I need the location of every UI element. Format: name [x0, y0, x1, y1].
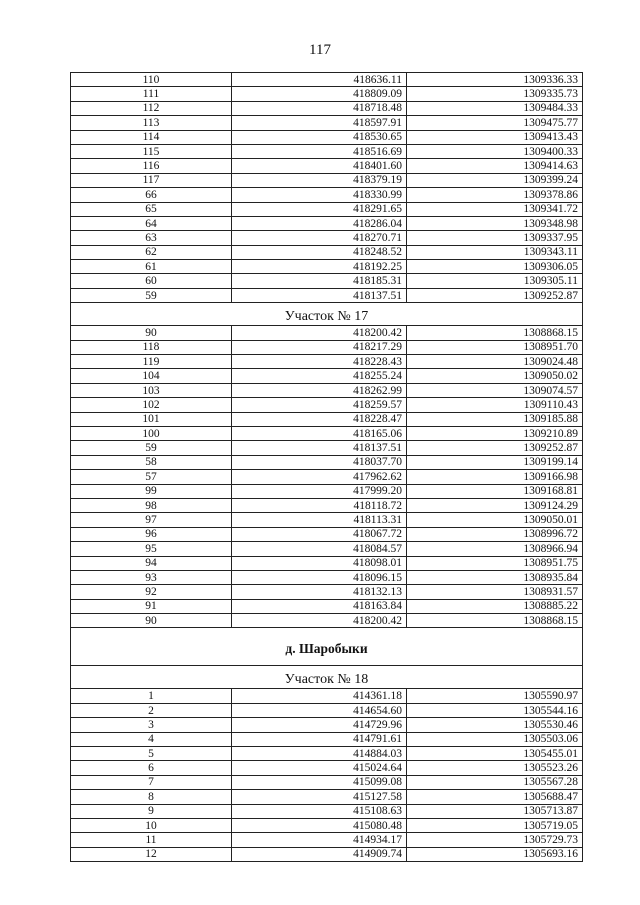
y-coordinate-cell: 1308885.22: [407, 599, 583, 613]
table-row: [71, 383, 583, 397]
y-coordinate-cell: 1308951.70: [407, 340, 583, 354]
point-number-cell: 104: [71, 369, 232, 383]
section-title: Участок № 17: [71, 303, 583, 326]
point-number-cell: 114: [71, 130, 232, 144]
point-number-cell: 4: [71, 732, 232, 746]
y-coordinate-cell: 1308951.75: [407, 556, 583, 570]
x-coordinate-cell: 418248.52: [232, 245, 407, 259]
table-row: [71, 542, 583, 556]
table-row: [71, 260, 583, 274]
x-coordinate-cell: 418401.60: [232, 159, 407, 173]
x-coordinate-cell: 418809.09: [232, 87, 407, 101]
y-coordinate-cell: 1309305.11: [407, 274, 583, 288]
x-coordinate-cell: 418037.70: [232, 455, 407, 469]
x-coordinate-cell: 418228.43: [232, 355, 407, 369]
x-coordinate-cell: 414729.96: [232, 718, 407, 732]
y-coordinate-cell: 1308931.57: [407, 585, 583, 599]
y-coordinate-cell: 1305688.47: [407, 790, 583, 804]
x-coordinate-cell: 418530.65: [232, 130, 407, 144]
y-coordinate-cell: 1309050.01: [407, 513, 583, 527]
table-row: [71, 614, 583, 628]
table-row: [71, 216, 583, 230]
x-coordinate-cell: 418262.99: [232, 383, 407, 397]
table-row: [71, 355, 583, 369]
x-coordinate-cell: 414791.61: [232, 732, 407, 746]
x-coordinate-cell: 418132.13: [232, 585, 407, 599]
locality-title: д. Шаробыки: [71, 628, 583, 666]
point-number-cell: 8: [71, 790, 232, 804]
table-row: [71, 732, 583, 746]
table-row: [71, 116, 583, 130]
x-coordinate-cell: 418098.01: [232, 556, 407, 570]
x-coordinate-cell: 414934.17: [232, 833, 407, 847]
y-coordinate-cell: 1305729.73: [407, 833, 583, 847]
y-coordinate-cell: 1309168.81: [407, 484, 583, 498]
y-coordinate-cell: 1308996.72: [407, 527, 583, 541]
table-row: [71, 288, 583, 302]
x-coordinate-cell: 418084.57: [232, 542, 407, 556]
point-number-cell: 2: [71, 703, 232, 717]
y-coordinate-cell: 1309185.88: [407, 412, 583, 426]
y-coordinate-cell: 1309199.14: [407, 455, 583, 469]
point-number-cell: 57: [71, 470, 232, 484]
table-row: [71, 775, 583, 789]
y-coordinate-cell: 1309110.43: [407, 398, 583, 412]
table-row: [71, 369, 583, 383]
x-coordinate-cell: 414884.03: [232, 747, 407, 761]
table-row: [71, 101, 583, 115]
y-coordinate-cell: 1305719.05: [407, 818, 583, 832]
section-title: Участок № 18: [71, 666, 583, 689]
point-number-cell: 93: [71, 570, 232, 584]
locality-row: [71, 628, 583, 666]
point-number-cell: 115: [71, 144, 232, 158]
point-number-cell: 9: [71, 804, 232, 818]
y-coordinate-cell: 1305713.87: [407, 804, 583, 818]
y-coordinate-cell: 1309335.73: [407, 87, 583, 101]
x-coordinate-cell: 418516.69: [232, 144, 407, 158]
point-number-cell: 59: [71, 288, 232, 302]
section-row: [71, 303, 583, 326]
x-coordinate-cell: 418067.72: [232, 527, 407, 541]
table-row: [71, 326, 583, 340]
point-number-cell: 65: [71, 202, 232, 216]
point-number-cell: 10: [71, 818, 232, 832]
x-coordinate-cell: 418137.51: [232, 441, 407, 455]
x-coordinate-cell: 418255.24: [232, 369, 407, 383]
x-coordinate-cell: 414909.74: [232, 847, 407, 861]
table-row: [71, 513, 583, 527]
point-number-cell: 91: [71, 599, 232, 613]
point-number-cell: 63: [71, 231, 232, 245]
point-number-cell: 100: [71, 426, 232, 440]
table-row: [71, 202, 583, 216]
x-coordinate-cell: 415108.63: [232, 804, 407, 818]
y-coordinate-cell: 1305530.46: [407, 718, 583, 732]
y-coordinate-cell: 1308868.15: [407, 326, 583, 340]
table-row: [71, 73, 583, 87]
point-number-cell: 90: [71, 614, 232, 628]
x-coordinate-cell: 418259.57: [232, 398, 407, 412]
table-row: [71, 340, 583, 354]
point-number-cell: 110: [71, 73, 232, 87]
y-coordinate-cell: 1309306.05: [407, 260, 583, 274]
point-number-cell: 96: [71, 527, 232, 541]
point-number-cell: 64: [71, 216, 232, 230]
y-coordinate-cell: 1309252.87: [407, 288, 583, 302]
table-row: [71, 847, 583, 861]
table-row: [71, 556, 583, 570]
point-number-cell: 95: [71, 542, 232, 556]
y-coordinate-cell: 1305455.01: [407, 747, 583, 761]
point-number-cell: 102: [71, 398, 232, 412]
y-coordinate-cell: 1305523.26: [407, 761, 583, 775]
y-coordinate-cell: 1309414.63: [407, 159, 583, 173]
x-coordinate-cell: 418636.11: [232, 73, 407, 87]
x-coordinate-cell: 418113.31: [232, 513, 407, 527]
coordinates-table: [70, 72, 583, 862]
coordinates-table-body: [71, 73, 583, 862]
point-number-cell: 60: [71, 274, 232, 288]
y-coordinate-cell: 1309166.98: [407, 470, 583, 484]
y-coordinate-cell: 1309024.48: [407, 355, 583, 369]
y-coordinate-cell: 1309343.11: [407, 245, 583, 259]
table-row: [71, 188, 583, 202]
point-number-cell: 119: [71, 355, 232, 369]
point-number-cell: 97: [71, 513, 232, 527]
table-row: [71, 245, 583, 259]
table-row: [71, 87, 583, 101]
table-row: [71, 761, 583, 775]
y-coordinate-cell: 1309252.87: [407, 441, 583, 455]
point-number-cell: 103: [71, 383, 232, 397]
y-coordinate-cell: 1309337.95: [407, 231, 583, 245]
x-coordinate-cell: 418200.42: [232, 326, 407, 340]
point-number-cell: 12: [71, 847, 232, 861]
point-number-cell: 66: [71, 188, 232, 202]
table-row: [71, 498, 583, 512]
table-row: [71, 527, 583, 541]
table-row: [71, 274, 583, 288]
table-row: [71, 159, 583, 173]
table-row: [71, 599, 583, 613]
x-coordinate-cell: 418118.72: [232, 498, 407, 512]
y-coordinate-cell: 1309124.29: [407, 498, 583, 512]
y-coordinate-cell: 1305544.16: [407, 703, 583, 717]
y-coordinate-cell: 1308935.84: [407, 570, 583, 584]
table-row: [71, 790, 583, 804]
point-number-cell: 1: [71, 689, 232, 703]
point-number-cell: 99: [71, 484, 232, 498]
point-number-cell: 3: [71, 718, 232, 732]
x-coordinate-cell: 418192.25: [232, 260, 407, 274]
x-coordinate-cell: 418270.71: [232, 231, 407, 245]
x-coordinate-cell: 414361.18: [232, 689, 407, 703]
point-number-cell: 116: [71, 159, 232, 173]
x-coordinate-cell: 418217.29: [232, 340, 407, 354]
y-coordinate-cell: 1309413.43: [407, 130, 583, 144]
x-coordinate-cell: 415024.64: [232, 761, 407, 775]
y-coordinate-cell: 1308966.94: [407, 542, 583, 556]
table-row: [71, 804, 583, 818]
point-number-cell: 5: [71, 747, 232, 761]
x-coordinate-cell: 418597.91: [232, 116, 407, 130]
x-coordinate-cell: 414654.60: [232, 703, 407, 717]
point-number-cell: 112: [71, 101, 232, 115]
x-coordinate-cell: 415127.58: [232, 790, 407, 804]
point-number-cell: 6: [71, 761, 232, 775]
y-coordinate-cell: 1305503.06: [407, 732, 583, 746]
y-coordinate-cell: 1305567.28: [407, 775, 583, 789]
table-row: [71, 231, 583, 245]
table-row: [71, 747, 583, 761]
x-coordinate-cell: 418228.47: [232, 412, 407, 426]
y-coordinate-cell: 1309348.98: [407, 216, 583, 230]
point-number-cell: 111: [71, 87, 232, 101]
x-coordinate-cell: 418096.15: [232, 570, 407, 584]
table-row: [71, 833, 583, 847]
y-coordinate-cell: 1309341.72: [407, 202, 583, 216]
point-number-cell: 7: [71, 775, 232, 789]
x-coordinate-cell: 418163.84: [232, 599, 407, 613]
y-coordinate-cell: 1308868.15: [407, 614, 583, 628]
table-row: [71, 585, 583, 599]
point-number-cell: 58: [71, 455, 232, 469]
table-row: [71, 484, 583, 498]
x-coordinate-cell: 418200.42: [232, 614, 407, 628]
point-number-cell: 62: [71, 245, 232, 259]
table-row: [71, 818, 583, 832]
point-number-cell: 117: [71, 173, 232, 187]
y-coordinate-cell: 1309050.02: [407, 369, 583, 383]
x-coordinate-cell: 418286.04: [232, 216, 407, 230]
table-row: [71, 441, 583, 455]
point-number-cell: 101: [71, 412, 232, 426]
table-row: [71, 398, 583, 412]
y-coordinate-cell: 1305693.16: [407, 847, 583, 861]
y-coordinate-cell: 1309336.33: [407, 73, 583, 87]
x-coordinate-cell: 418330.99: [232, 188, 407, 202]
x-coordinate-cell: 418165.06: [232, 426, 407, 440]
table-row: [71, 703, 583, 717]
y-coordinate-cell: 1309484.33: [407, 101, 583, 115]
y-coordinate-cell: 1309210.89: [407, 426, 583, 440]
page-number: 117: [309, 42, 331, 58]
point-number-cell: 61: [71, 260, 232, 274]
x-coordinate-cell: 418718.48: [232, 101, 407, 115]
x-coordinate-cell: 418379.19: [232, 173, 407, 187]
y-coordinate-cell: 1305590.97: [407, 689, 583, 703]
x-coordinate-cell: 418291.65: [232, 202, 407, 216]
point-number-cell: 59: [71, 441, 232, 455]
table-row: [71, 570, 583, 584]
table-row: [71, 689, 583, 703]
x-coordinate-cell: 417999.20: [232, 484, 407, 498]
y-coordinate-cell: 1309074.57: [407, 383, 583, 397]
y-coordinate-cell: 1309399.24: [407, 173, 583, 187]
x-coordinate-cell: 415099.08: [232, 775, 407, 789]
table-row: [71, 426, 583, 440]
x-coordinate-cell: 417962.62: [232, 470, 407, 484]
y-coordinate-cell: 1309378.86: [407, 188, 583, 202]
y-coordinate-cell: 1309400.33: [407, 144, 583, 158]
y-coordinate-cell: 1309475.77: [407, 116, 583, 130]
x-coordinate-cell: 418137.51: [232, 288, 407, 302]
table-row: [71, 144, 583, 158]
x-coordinate-cell: 418185.31: [232, 274, 407, 288]
table-row: [71, 455, 583, 469]
table-row: [71, 412, 583, 426]
point-number-cell: 92: [71, 585, 232, 599]
x-coordinate-cell: 415080.48: [232, 818, 407, 832]
table-row: [71, 470, 583, 484]
table-row: [71, 173, 583, 187]
point-number-cell: 118: [71, 340, 232, 354]
point-number-cell: 11: [71, 833, 232, 847]
point-number-cell: 90: [71, 326, 232, 340]
point-number-cell: 98: [71, 498, 232, 512]
section-row: [71, 666, 583, 689]
point-number-cell: 113: [71, 116, 232, 130]
table-row: [71, 718, 583, 732]
point-number-cell: 94: [71, 556, 232, 570]
table-row: [71, 130, 583, 144]
